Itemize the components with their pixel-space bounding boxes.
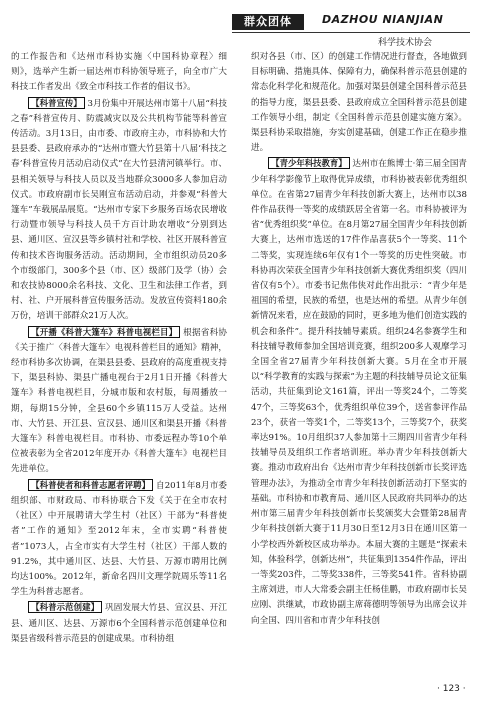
page-number: · 123 ·	[437, 684, 466, 694]
section-tab: 群众团体	[232, 14, 304, 30]
section-body: 根据省科协《关于推广〈科普大篷车〉电视科普栏目的通知》精神，经市科协多次协调，在渠县县委、县政府的高度重视支持下，渠县科协、渠县广播电视台于2月1日开播《科普大篷车》科普电视栏目，分城市版和农村版，每周播放一期，每期15分钟，全县60个乡镇115万人受益。达州市、大竹县、开江县、宣汉县、通川区和渠县开播《科普大篷车》科普电视栏目。市科协、市委远程办等10个单位被表彰为全省2012年度开办《科普大篷车》电视栏目先进单位。	[11, 327, 227, 475]
running-header	[0, 0, 481, 48]
yearbook-title: DAZHOU NIANJIAN	[322, 13, 444, 26]
section-kepu-shifan	[11, 600, 227, 647]
section-body: 达州市在熊博士·第三届全国青少年科学影像节上取得优异成绩，市科协被表彰优秀组织单位。在省第27届青少年科技创新大赛上，达州市以38件作品获得一等奖的成绩跃居全省第一名。市科协被评为省“优秀组织奖”单位。在8月第27届全国青少年科技创新大赛上，达州市选送的17件作品喜获5个一等奖、11个二等奖，实现连续6年仅有1个一等奖的历史性突破。市科协再次荣获全国青少年科技创新大赛优秀组织奖（四川省仅有5个）。市委书记焦伟侠对此作出批示：“青少年是祖国的希望，民族的希望，也是达州的希望。从青少年创新情况来看，应在鼓励的同时，更多地为他们创造实践的机会和条件”。提升科技辅导素质。组织24名参赛学生和科技辅导教师参加全国培训竞赛，组织200多人观摩学习全国全省27届青少年科技创新大赛。5月在全市开展以“科学教育的实践与探索”为主题的科技辅导员论文征集活动，共征集到论文161篇，评出一等奖24个，二等奖47个，三等奖63个，优秀组织单位39个，送省参评作品23个，获省一等奖1个，二等奖13个，三等奖7个，获奖率达91%。10月组织37人参加第十三期四川省青少年科技辅导员及组织工作者培训班。举办青少年科技创新大赛。推动市政府出台《达州市青少年科技创新市长奖评选管理办法》，为推动全市青少年科技创新活动打下坚实的基础。市科协和市教育局、通川区人民政府共同举办的达州市第三届青少年科技创新市长奖颁奖大会暨第28届青少年科技创新大赛于11月30日至12月3日在通川区第一小学校西外新校区成功举办。本届大赛的主题是“探索未知，体验科学，创新达州”，共征集到1354件作品，评出一等奖203件，二等奖338件，三等奖541件。省科协副主席刘进，市人大常委会副主任杨佳鹏，市政府副市长吴应刚、洪继斌，市政协副主席蒋德明等领导为出席会议并向全国、四川省和市青少年科技创	[251, 159, 468, 626]
section-kepu-shizhe	[11, 478, 227, 601]
chapter-subtitle: 科学技术协会	[378, 38, 433, 48]
section-body: 巩固发展大竹县、宣汉县、开江县、通川区、达县、万源市6个全国科普示范创建单位和渠县省级科普示范县的创建成果。市科协组	[11, 603, 227, 644]
header-rule	[232, 32, 470, 33]
section-qingshaonian	[251, 156, 467, 628]
section-kepu-dapengche	[11, 325, 227, 478]
paragraph-continuation: 织对各县（市、区）的创建工作情况进行督查，各地做到目标明确、措施具体、保障有力，确保科普示范县创建的常态化科学化和规范化。加强对渠县创建全国科普示范县的指导力度，渠县县委、县政府成立全国科普示范县创建工作领导小组，制定《全国科普示范县创建实施方案》。渠县科协采取措施，夯实创建基础，创建工作正在稳步推进。	[251, 52, 467, 154]
right-column	[251, 50, 467, 629]
section-heading: 【科普示范创建】	[28, 601, 102, 613]
section-kepu-xuanchuan	[11, 96, 227, 325]
paragraph-continuation: 的工作报告和《达州市科协实施〈中国科协章程〉细则》，选举产生新一届达州市科协领导班子，向全市广大科技工作者发出《致全市科技工作者的倡议书》。	[11, 52, 227, 93]
section-heading: 【青少年科技教育】	[268, 157, 349, 169]
left-column	[11, 50, 227, 647]
section-heading: 【开播《科普大篷车》科普电视栏目】	[28, 326, 180, 338]
section-heading: 【科普宣传】	[28, 97, 85, 109]
section-heading: 【科普使者和科普志愿者评聘】	[28, 479, 153, 491]
section-body: 3月份集中开展达州市第十八届“科技之春”科普宣传月、防震减灾以及公共机构节能等科普宣传活动。3月13日，由市委、市政府主办，市科协和大竹县县委、县政府承办的“达州市暨大竹县第十八届‘科技之春’科普宣传月活动启动仪式”在大竹县清河镇举行。市、县相关领导与科技人员以及当地群众3000多人参加启动仪式。市政府副市长吴刚宣布活动启动，并参观“科普大篷车”车载展品展览。“达州市专家下乡服务百场农民增收行动暨市领导与科技人员千方百计助农增收”分别到达县、通川区、宣汉县等乡镇村社和学校、社区开展科普宣传和技术咨询服务活动。活动期间，全市组织动员20多个市级部门，300多个县（市、区）级部门及学（协）会和农技协8000余名科技、文化、卫生和法律工作者，到村、社、户开展科普宣传服务活动。发放宣传资料180余万份，培训干部群众21万人次。	[11, 98, 227, 322]
section-body: 自2011年8月市委组织部、市财政局、市科协联合下发《关于在全市农村（社区）中开展聘请大学生村（社区）干部为“科普使者”工作的通知》至2012年末，全市实聘“科普使者”1073人，占全市实有大学生村（社区）干部人数的91.2%，其中通川区、达县、大竹县、万源市聘用比例均达100%。2012年，新命名四川文理学院周乐等11名学生为科普志愿者。	[11, 480, 228, 598]
